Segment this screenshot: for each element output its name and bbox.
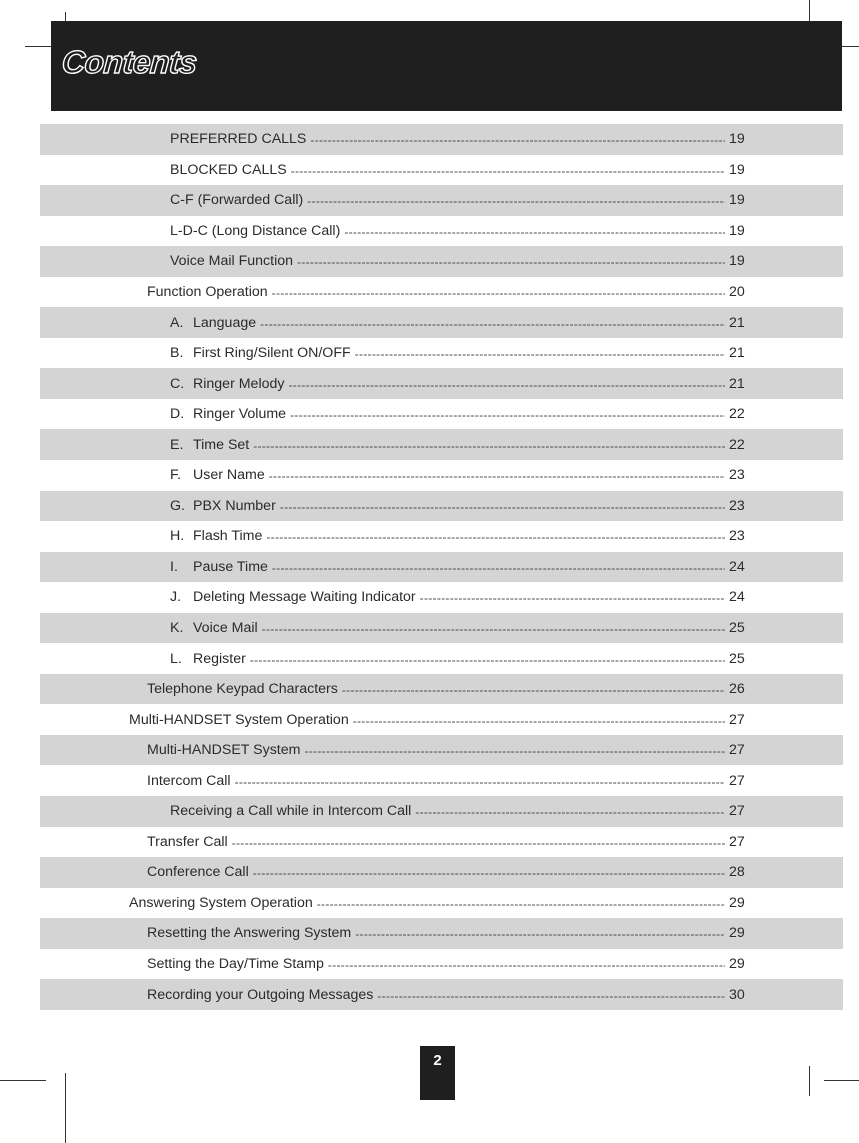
toc-entry-page: 28 — [729, 864, 745, 881]
toc-entry-page: 21 — [729, 375, 745, 392]
toc-entry[interactable] — [40, 429, 843, 460]
toc-entry-index: G. — [170, 497, 185, 514]
toc-entry-page: 27 — [729, 711, 745, 728]
toc-entry-label — [170, 376, 284, 392]
toc-entry-text: PBX Number — [193, 497, 276, 514]
toc-entry-index: B. — [170, 345, 184, 362]
dot-leader — [328, 958, 725, 972]
toc-entry-label — [170, 406, 286, 422]
toc-entry-page: 22 — [729, 436, 745, 453]
toc-entry-label — [147, 773, 231, 789]
toc-entry-page: 19 — [729, 161, 745, 178]
toc-entry-text: Multi-HANDSET System Operation — [129, 711, 349, 728]
toc-entry[interactable] — [40, 857, 843, 888]
toc-entry-label — [170, 437, 249, 453]
toc-entry-page: 21 — [729, 314, 745, 331]
toc-entry-text: Conference Call — [147, 864, 249, 881]
toc-entry-label — [129, 895, 313, 911]
dot-leader — [353, 714, 725, 728]
toc-entry-label — [129, 712, 349, 728]
dot-leader — [310, 133, 725, 147]
toc-entry-text: Multi-HANDSET System — [147, 742, 301, 759]
toc-entry-label — [147, 742, 300, 758]
toc-entry[interactable] — [40, 735, 843, 766]
toc-entry-text: Flash Time — [193, 528, 263, 545]
toc-entry-text: Pause Time — [193, 558, 268, 575]
toc-entry-index: C. — [170, 375, 185, 392]
toc-entry[interactable] — [40, 918, 843, 949]
toc-entry-label — [170, 131, 306, 147]
toc-entry-text: Function Operation — [147, 284, 268, 300]
dot-leader — [260, 317, 725, 331]
toc-entry[interactable] — [40, 124, 843, 155]
toc-entry-label — [170, 192, 303, 208]
dot-leader — [297, 255, 725, 269]
toc-entry[interactable] — [40, 552, 843, 583]
toc-entry-index: K. — [170, 620, 184, 637]
toc-entry-label — [170, 467, 265, 483]
dot-leader — [280, 500, 725, 514]
dot-leader — [377, 989, 725, 1003]
dot-leader — [342, 683, 725, 697]
toc-entry-label — [170, 345, 351, 361]
page-title: Contents — [60, 44, 198, 80]
dot-leader — [291, 164, 725, 178]
toc-entry-label — [170, 651, 246, 667]
toc-entry-page: 29 — [729, 956, 745, 973]
toc-entry-text: First Ring/Silent ON/OFF — [193, 345, 351, 362]
toc-entry-text: Voice Mail — [193, 620, 258, 637]
dot-leader — [304, 744, 725, 758]
toc-entry-text: Setting the Day/Time Stamp — [147, 956, 324, 973]
dot-leader — [269, 469, 725, 483]
toc-entry-label — [170, 803, 411, 819]
toc-entry-text: Language — [193, 314, 257, 331]
toc-entry-page: 19 — [729, 222, 745, 239]
toc-entry-page: 19 — [729, 253, 745, 270]
toc-entry[interactable] — [40, 827, 843, 858]
toc-entry-index: F. — [170, 467, 182, 484]
toc-entry-page: 29 — [729, 925, 745, 942]
toc-entry-label — [147, 956, 324, 972]
toc-entry[interactable] — [40, 338, 843, 369]
toc-entry-page: 26 — [729, 681, 745, 698]
toc-entry-page: 29 — [729, 894, 745, 911]
dot-leader — [420, 591, 725, 605]
toc-entry-label — [170, 223, 340, 239]
toc-entry-label — [170, 528, 262, 544]
dot-leader — [272, 561, 725, 575]
dot-leader — [253, 866, 725, 880]
toc-entry-label — [147, 925, 351, 941]
toc-entry-label — [147, 987, 373, 1003]
toc-entry[interactable] — [40, 888, 843, 919]
dot-leader — [250, 653, 725, 667]
dot-leader — [344, 225, 725, 239]
dot-leader — [317, 897, 725, 911]
toc-entry[interactable] — [40, 643, 843, 674]
table-of-contents — [40, 124, 843, 1010]
toc-entry[interactable] — [40, 399, 843, 430]
toc-entry-text: Ringer Melody — [193, 375, 285, 392]
toc-entry[interactable] — [40, 521, 843, 552]
toc-entry-page: 19 — [729, 192, 745, 209]
toc-entry[interactable] — [40, 765, 843, 796]
toc-entry-label — [147, 681, 338, 697]
toc-entry[interactable] — [40, 491, 843, 522]
toc-entry-page: 23 — [729, 497, 745, 514]
toc-entry-page: 30 — [729, 986, 745, 1003]
toc-entry[interactable] — [40, 246, 843, 277]
toc-entry[interactable] — [40, 368, 843, 399]
toc-entry-text: C-F (Forwarded Call) — [170, 192, 304, 209]
toc-entry-text: Register — [193, 650, 246, 667]
toc-entry-text: Recording your Outgoing Messages — [147, 986, 374, 1003]
toc-entry-page: 25 — [729, 650, 745, 667]
toc-entry-page: 27 — [729, 803, 745, 820]
toc-entry[interactable] — [40, 796, 843, 827]
toc-entry[interactable] — [40, 216, 843, 247]
toc-entry-page: 21 — [729, 345, 745, 362]
toc-entry[interactable] — [40, 277, 843, 308]
toc-entry-label — [170, 498, 276, 514]
crop-mark — [65, 1073, 66, 1143]
toc-entry[interactable] — [40, 307, 843, 338]
crop-mark — [824, 1080, 859, 1081]
toc-entry-index: A. — [170, 314, 184, 331]
toc-entry-index: E. — [170, 436, 184, 453]
toc-entry-index: I. — [170, 558, 178, 575]
toc-entry-page: 24 — [729, 589, 745, 606]
toc-entry-index: H. — [170, 528, 185, 545]
toc-entry[interactable] — [40, 979, 843, 1010]
dot-leader — [235, 775, 725, 789]
toc-entry[interactable] — [40, 949, 843, 980]
crop-mark — [809, 1066, 810, 1096]
dot-leader — [288, 378, 725, 392]
toc-entry-label — [147, 834, 228, 850]
toc-entry-label — [170, 253, 293, 269]
crop-mark — [809, 0, 810, 22]
toc-entry-text: Time Set — [193, 436, 250, 453]
toc-entry-text: PREFERRED CALLS — [170, 131, 307, 148]
toc-entry-text: Intercom Call — [147, 772, 231, 789]
toc-entry-text: BLOCKED CALLS — [170, 161, 287, 178]
dot-leader — [266, 530, 725, 544]
toc-entry-label — [170, 162, 287, 178]
page-number: 2 — [420, 1046, 455, 1100]
toc-entry-page: 25 — [729, 620, 745, 637]
toc-entry-index: J. — [170, 589, 182, 606]
toc-entry-page: 20 — [729, 284, 745, 300]
dot-leader — [355, 347, 725, 361]
dot-leader — [232, 836, 725, 850]
toc-entry[interactable] — [40, 613, 843, 644]
toc-entry-label — [170, 315, 256, 331]
toc-entry-page: 27 — [729, 772, 745, 789]
toc-entry-text: Telephone Keypad Characters — [147, 681, 338, 698]
toc-entry-page: 22 — [729, 406, 745, 423]
toc-entry-index: L. — [170, 650, 182, 667]
toc-entry-text: Receiving a Call while in Intercom Call — [170, 803, 412, 820]
toc-entry-text: User Name — [193, 467, 265, 484]
toc-entry-label — [170, 620, 258, 636]
toc-entry-label — [170, 559, 268, 575]
toc-entry-page: 23 — [729, 467, 745, 484]
toc-entry-text: Transfer Call — [147, 833, 228, 850]
toc-entry[interactable] — [40, 674, 843, 705]
dot-leader — [253, 439, 725, 453]
toc-entry[interactable] — [40, 155, 843, 186]
toc-entry-text: Resetting the Answering System — [147, 925, 352, 942]
toc-entry-text: Answering System Operation — [129, 894, 313, 911]
toc-entry-index: D. — [170, 406, 185, 423]
toc-entry[interactable] — [40, 582, 843, 613]
toc-entry-text: Ringer Volume — [193, 406, 287, 423]
toc-entry-label — [147, 864, 249, 880]
toc-entry[interactable] — [40, 460, 843, 491]
toc-entry[interactable] — [40, 185, 843, 216]
dot-leader — [262, 622, 725, 636]
toc-entry-page: 27 — [729, 833, 745, 850]
crop-mark — [0, 1080, 46, 1081]
toc-entry-page: 27 — [729, 742, 745, 759]
crop-mark — [25, 46, 51, 47]
dot-leader — [355, 927, 725, 941]
dot-leader — [307, 194, 725, 208]
toc-entry-page: 23 — [729, 528, 745, 545]
dot-leader — [290, 408, 725, 422]
toc-entry-label — [170, 589, 416, 605]
toc-entry-text: Voice Mail Function — [170, 253, 294, 270]
dot-leader — [415, 805, 725, 819]
toc-entry-label — [147, 284, 268, 300]
toc-entry-text: Deleting Message Waiting Indicator — [193, 589, 416, 606]
dot-leader — [272, 286, 725, 300]
toc-entry-text: L-D-C (Long Distance Call) — [170, 222, 341, 239]
toc-entry[interactable] — [40, 704, 843, 735]
toc-entry-page: 19 — [729, 131, 745, 148]
toc-entry-page: 24 — [729, 558, 745, 575]
